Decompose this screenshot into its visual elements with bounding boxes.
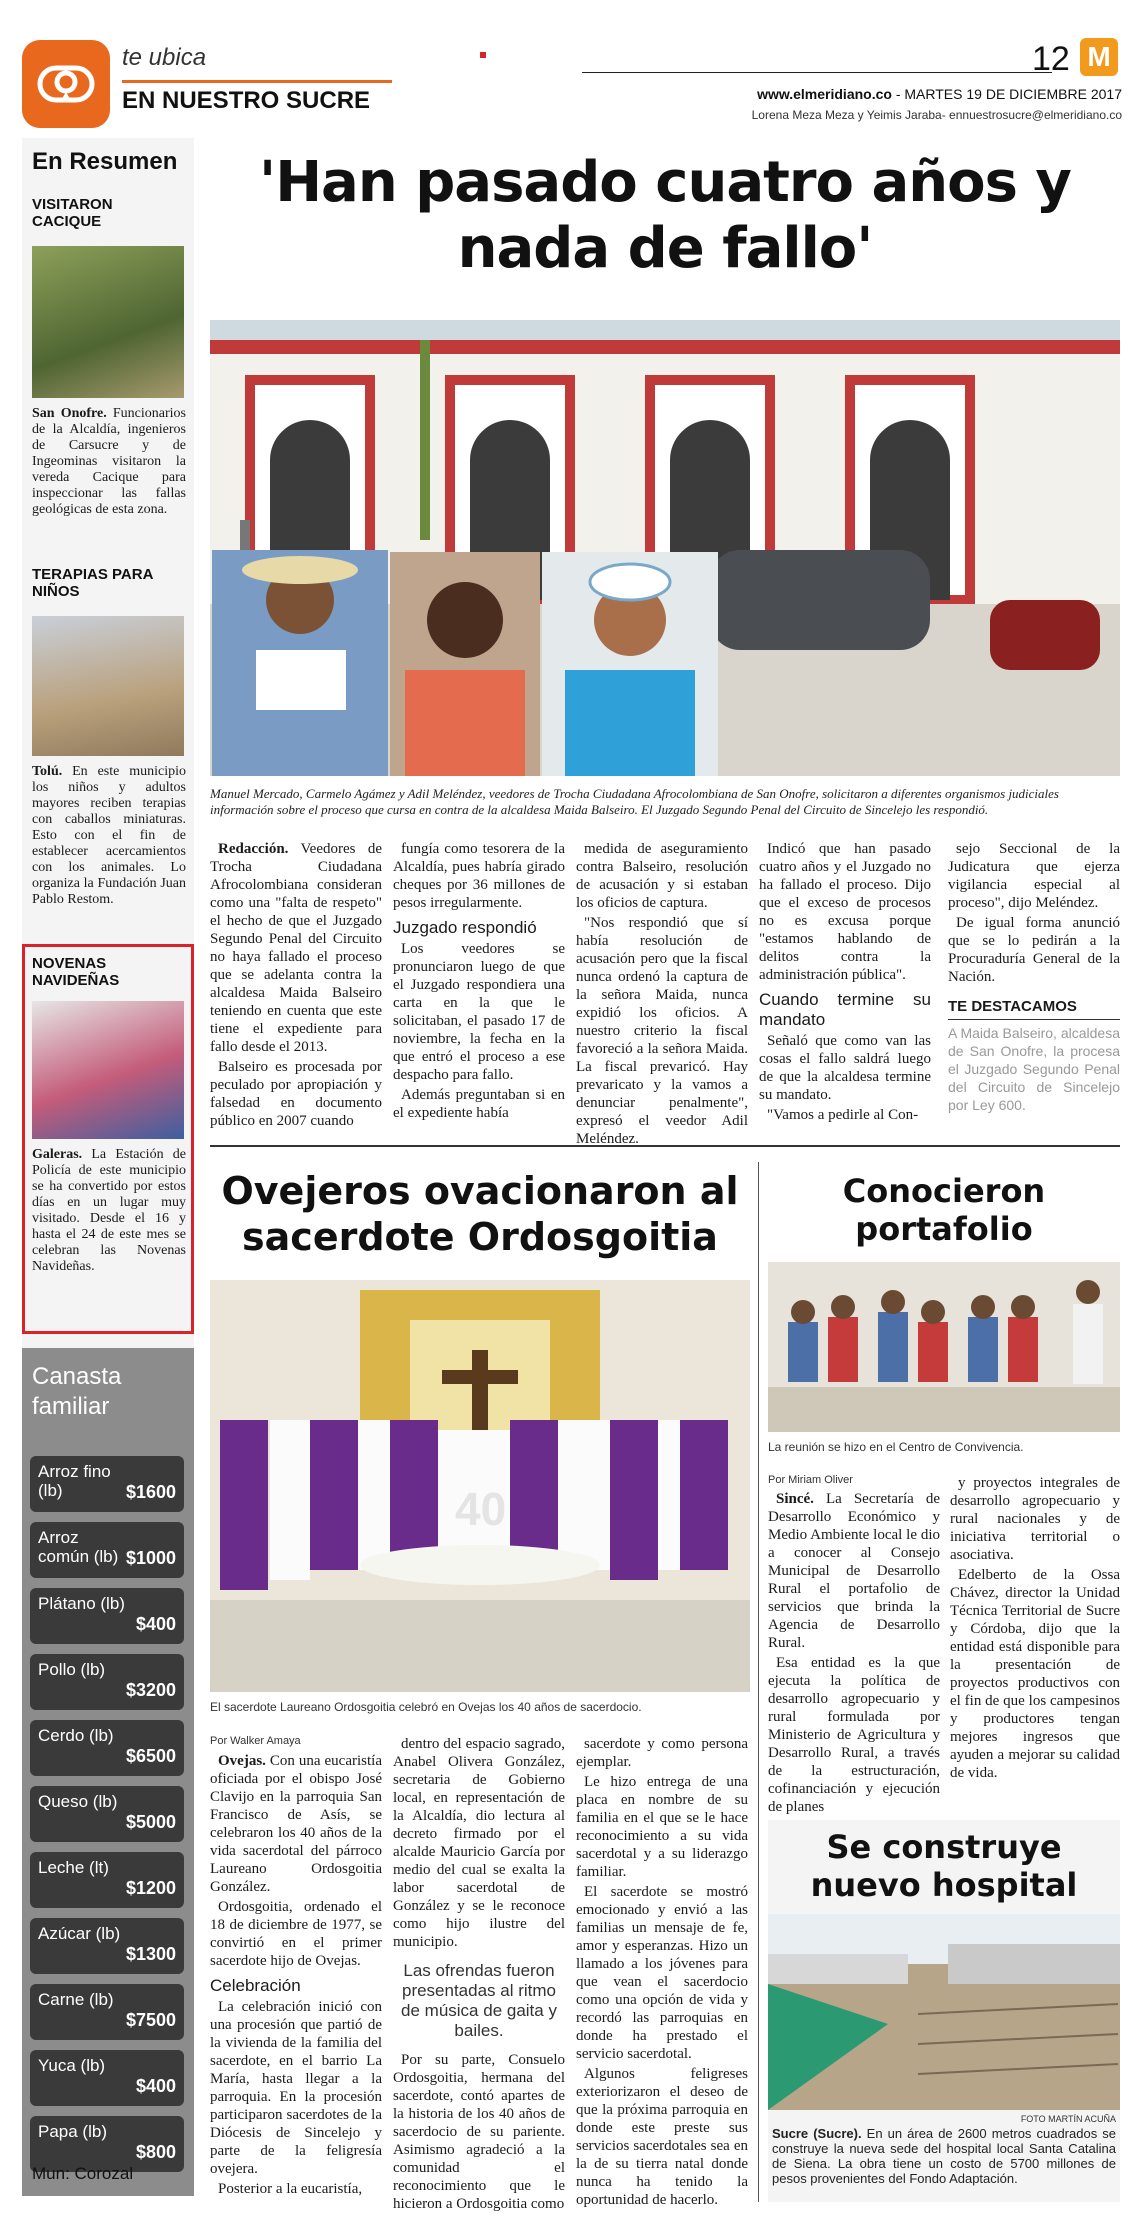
price-item-value: $800 [135,2142,176,2162]
price-item [30,1654,184,1710]
site-url[interactable]: www.elmeridiano.co [757,86,892,102]
price-item [30,1588,184,1644]
brief-title: VISITARON CACIQUE [32,196,113,230]
brief-photo [32,1001,184,1139]
resumen-title: En Resumen [32,148,178,175]
portafolio-byline: Por Miriam Oliver [768,1474,853,1486]
subhead: Celebración [210,1976,301,1995]
canasta-panel [22,1348,194,2196]
brief-photo [32,616,184,756]
ovejas-column-3: sacerdote y como persona ejemplar. Le hizo entrega de una placa en nombre de su familia en el que se le hace reconocimiento a su vida sacerdotal y a su liderazgo familiar. El sacerdote se mostró emocionado y envió a las familias un mensaje de fe, amor y esperanzas. Hizo un llamado a los jóvenes para que vean el sacerdocio como una opción de vida y recordó las parroquias en donde ha prestado el servicio sacerdotal. Algunos feligreses exteriorizaron el deseo de que la próxima parroquia en donde este preste sus servicios sacerdotales sea en la de su tierra natal donde nunca ha tenido la oportunidad de hacerlo. [576,1736,748,2208]
pin-logo-icon [22,40,110,128]
main-column-3: medida de aseguramiento contra Balseiro, resolución de acusación y si estaban los oficios de captura. "Nos respondió que sí había resolución de acusación pero que la fiscal nunca ordenó la captura de la señora Maida, nunca expidió los oficios. A nuestro criterio la fiscal favoreció a la señora Maida. La fiscal prevaricó. Hay prevaricato y la vamos a denunciar penalmente", expresó el veedor Adil Meléndez. [576,841,748,1147]
price-item-name: Arroz fino (lb) [38,1462,111,1500]
authors-line: Lorena Meza Meza y Yeimis Jaraba- ennuestrosucre@elmeridiano.co [751,108,1122,122]
price-item-value: $1600 [125,1482,176,1502]
brief-photo [32,246,184,398]
meridiano-logo-icon: M [1080,38,1118,76]
portafolio-headline: Conocieron portafolio [842,1172,1046,1248]
price-item [30,2050,184,2106]
price-item [30,1456,184,1512]
section-rule [210,1145,1120,1147]
header-rule [582,72,1052,73]
main-headline: 'Han pasado cuatro años y nada de fallo' [259,150,1071,281]
photo-credit: FOTO MARTÍN ACUÑA [1020,2114,1116,2124]
ovejas-photo-caption: El sacerdote Laureano Ordosgoitia celebró en Ovejas los 40 años de sacerdocio. [210,1700,642,1714]
pullquote: Las ofrendas fueron presentadas al ritmo de música de gaita y bailes. [401,1961,557,2040]
price-item-name: Queso (lb) [38,1792,118,1811]
sidebar [22,138,194,2196]
price-item-name: Cerdo (lb) [38,1726,114,1745]
price-item-value: $1000 [125,1548,176,1568]
brief-text: Galeras. La Estación de Policía de este municipio se ha convertido por estos días en un lugar muy visitado. Desde el 16 y hasta el 24 de este mes se celebran las Novenas Navideñas. [32,1147,186,1274]
price-item-value: $7500 [125,2010,176,2030]
price-item-name: Azúcar (lb) [38,1924,121,1943]
price-item-name: Leche (lt) [38,1858,109,1877]
section-kicker: te ubica [122,44,207,71]
portafolio-column-2: y proyectos integrales de desarrollo agropecuario y rural nacionales y de iniciativa territorial o asociativa. Edelberto de la Ossa Chávez, director la Unidad Técnica Territorial de Sucre y Córdoba, dijo que la entidad está disponible para la presentación de proyectos productivos con el fin de que los campesinos y productores tengan mejores ingresos que ayuden a mejorar su calidad de vida. [950,1475,1120,1781]
price-item-value: $3200 [125,1680,176,1700]
subhead: Cuando termine su mandato [759,990,931,1029]
price-item-value: $6500 [125,1746,176,1766]
price-item-name: Carne (lb) [38,1990,114,2009]
price-item-value: $400 [135,1614,176,1634]
price-item-name: Plátano (lb) [38,1594,125,1613]
main-column-4: Indicó que han pasado cuatro años y el Juzgado no ha fallado el proceso. Dijo que el exceso de procesos no es excusa porque "estamos hablando de delitos contra la administración pública". Cuando termine su mandato Señaló que como van las cosas el fallo saldrá luego de que la alcaldesa termine su mandato. "Vamos a pedirle al Con- [759,841,931,1123]
brief-highlight-box [22,944,194,1334]
brief-text: Tolú. En este municipio los niños y adultos mayores reciben terapias con caballos miniaturas. Esto con el fin de establecer acercamientos con los animales. Lo organiza la Fundación Juan Pablo Restom. [32,764,186,907]
price-item-value: $400 [135,2076,176,2096]
page-number: 12 [1032,40,1070,78]
portafolio-photo [768,1262,1120,1432]
price-item [30,1522,184,1578]
price-item-name: Yuca (lb) [38,2056,106,2075]
ovejas-column-2: dentro del espacio sagrado, Anabel Olivera González, secretaria de Gobierno local, en representación de la Alcaldía, dio lectura al decreto firmado por el alcalde Mauricio García por medio del cual se exalta la labor sacerdotal de González y se le reconoce como hijo ilustre del municipio. Las ofrendas fueron presentadas al ritmo de música de gaita y bailes. Por su parte, Consuelo Ordosgoitia, hermana del sacerdote, contó apartes de la historia de los 40 años de sacerdocio de su pariente. Asimismo agradeció a la comunidad el reconocimiento que le hicieron a Ordosgoitia como [393,1736,565,2212]
brief-title: TERAPIAS PARA NIÑOS [32,566,153,600]
issue-date: - MARTES 19 DE DICIEMBRE 2017 [891,86,1122,102]
ovejas-photo [210,1280,750,1692]
main-column-2: fungía como tesorera de la Alcaldía, pues habría girado cheques por 36 millones de pesos irregularmente. Juzgado respondió Los veedores se pronunciaron luego de que el Juzgado respondiera una carta en la que le solicitaban, el pasado 17 de noviembre, la fecha en la que entró el proceso a ese despacho para fallo. Además preguntaban si en el expediente había [393,841,565,1121]
page-header [22,34,1122,134]
portafolio-photo-caption: La reunión se hizo en el Centro de Convivencia. [768,1440,1024,1454]
section-title: EN NUESTRO SUCRE [122,80,392,115]
destacamos-text: A Maida Balseiro, alcaldesa de San Onofre, la procesa el Juzgado Segundo Penal del Circuito de Sincelejo por Ley 600. [948,1025,1120,1113]
ovejas-byline: Por Walker Amaya [210,1735,301,1747]
brief-title: NOVENAS NAVIDEÑAS [32,955,120,989]
price-item [30,1918,184,1974]
canasta-title: Canasta familiar [32,1363,122,1420]
canasta-footer: Mun: Corozal [32,2164,134,2183]
decorative-dot [480,52,486,58]
brief-text: San Onofre. Funcionarios de la Alcaldía, ingenieros de Carsucre y de Ingeominas visitaron la vereda Cacique para inspeccionar las fallas geológicas de esta zona. [32,406,186,517]
price-item-value: $1300 [125,1944,176,1964]
main-photo-caption: Manuel Mercado, Carmelo Agámez y Adil Meléndez, veedores de Trocha Ciudadana Afrocolombiana de San Onofre, solicitaron a diferentes organismos judiciales información sobre el proceso que cursa en contra de la alcaldesa Maida Balseiro. El Juzgado Segundo Penal del Circuito de Sincelejo les respondió. [210,786,1059,817]
price-item-name: Pollo (lb) [38,1660,106,1679]
hospital-box [768,1820,1120,2202]
price-item [30,1786,184,1842]
ovejas-column-1: Ovejas. Con una eucaristía oficiada por el obispo José Clavijo en la parroquia San Francisco de Asís, se celebraron los 40 años de la vida sacerdotal del párroco Laureano Ordosgoitia González. Ordosgoitia, ordenado el 18 de diciembre de 1977, se convirtió en el primer sacerdote hijo de Ovejas. Celebración La celebración inició con una procesión que partió de la vivienda de la familia del sacerdote, en el barrio La María, hasta llegar a la parroquia. En la procesión participaron sacerdotes de la Diócesis de Sincelejo y parte de la feligresía ovejera. Posterior a la eucaristía, [210,1753,382,2197]
destacamos-title: TE DESTACAMOS [948,998,1120,1020]
site-date-line [757,86,1122,102]
price-item [30,1984,184,2040]
main-photo [210,320,1120,776]
price-item-value: $1200 [125,1878,176,1898]
ovejas-headline: Ovejeros ovacionaron al sacerdote Ordosgoitia [221,1169,739,1259]
column-rule [758,1162,759,2202]
price-item-name: Arroz común (lb) [38,1528,119,1566]
portafolio-column-1: Sincé. La Secretaría de Desarrollo Económico y Medio Ambiente local le dio a conocer al Consejo Municipal de Desarrollo Rural el portafolio de servicios que brinda la Agencia de Desarrollo Rural. Esa entidad es la que ejecuta la política de desarrollo agropecuario y rural formulada por Ministerio de Agricultura y Desarrollo Rural, a través de la estructuración, cofinanciación y ejecución de planes [768,1491,940,1815]
price-item-value: $5000 [125,1812,176,1832]
hospital-photo [768,1914,1120,2110]
main-column-5: sejo Seccional de la Judicatura que ejerza vigilancia especial al proceso", dijo Meléndez. De igual forma anunció que se lo pedirán a la Procuraduría General de la Nación. TE DESTACAMOS A Maida Balseiro, alcaldesa de San Onofre, la procesa el Juzgado Segundo Penal del Circuito de Sincelejo por Ley 600. [948,841,1120,1113]
price-item [30,1720,184,1776]
subhead: Juzgado respondió [393,918,537,937]
resumen-panel [22,138,194,1348]
main-column-1: Redacción. Veedores de Trocha Ciudadana Afrocolombiana consideran como una "falta de respeto" el hecho de que el Juzgado Segundo Penal del Circuito no haya fallado el proceso que se adelanta contra la alcaldesa Maida Balseiro teniendo en cuenta que este tiene el expediente para fallo desde el 2013. Balseiro es procesada por peculado por apropiación y falsedad en documento público en 2007 cuando [210,841,382,1129]
anniversary-number: 40 [455,1483,507,1535]
hospital-headline: Se construye nuevo hospital [810,1828,1078,1904]
price-item [30,1852,184,1908]
hospital-text: Sucre (Sucre). En un área de 2600 metros cuadrados se construye la nueva sede del hospital local Santa Catalina de Siena. La obra tiene un costo de 5700 millones de pesos provenientes del Fondo Adaptación. [772,2126,1116,2186]
price-item-name: Papa (lb) [38,2122,107,2141]
